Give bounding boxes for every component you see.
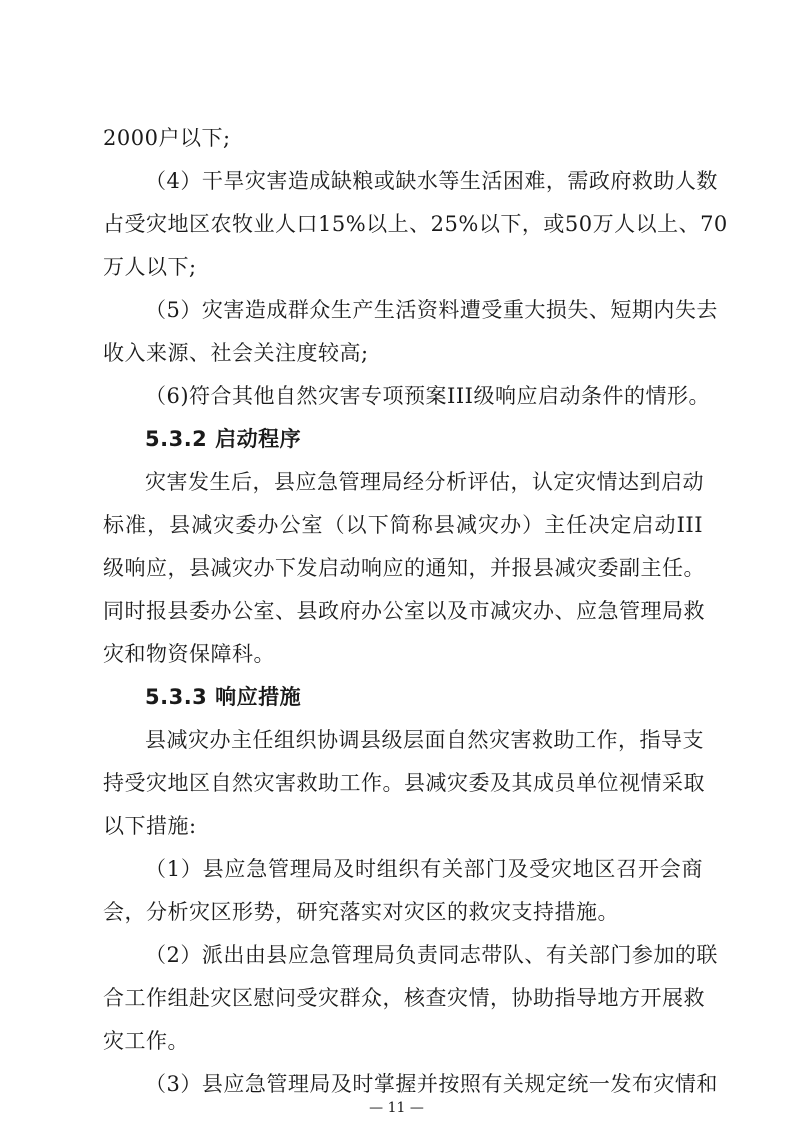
section-heading: 5.3.2 启动程序 [145, 427, 302, 451]
body-text-line: 灾和物资保障科。 [103, 642, 275, 666]
body-text-line: 灾害发生后，县应急管理局经分析评估，认定灾情达到启动 [145, 470, 704, 494]
body-text-line: 收入来源、社会关注度较高; [103, 341, 369, 365]
body-text-line: 县减灾办主任组织协调县级层面自然灾害救助工作，指导支 [145, 728, 704, 752]
section-heading: 5.3.3 响应措施 [145, 685, 302, 709]
body-text-line: 会，分析灾区形势，研究落实对灾区的救灾支持措施。 [103, 900, 619, 924]
body-text-line: 持受灾地区自然灾害救助工作。县减灾委及其成员单位视情采取 [103, 771, 705, 795]
body-text-line: 标准，县减灾委办公室（以下简称县减灾办）主任决定启动III [103, 513, 703, 537]
body-text-line: （5）灾害造成群众生产生活资料遭受重大损失、短期内失去 [145, 298, 718, 322]
body-text-line: （6)符合其他自然灾害专项预案III级响应启动条件的情形。 [145, 384, 710, 408]
body-text-line: 同时报县委办公室、县政府办公室以及市减灾办、应急管理局救 [103, 599, 705, 623]
body-text-line: 占受灾地区农牧业人口15%以上、25%以下，或50万人以上、70 [103, 212, 728, 236]
body-text-line: 合工作组赴灾区慰问受灾群众，核查灾情，协助指导地方开展救 [103, 986, 705, 1010]
body-text-line: 2000户以下; [103, 126, 231, 150]
body-text-line: 级响应，县减灾办下发启动响应的通知，并报县减灾委副主任。 [103, 556, 705, 580]
page-number: — 11 — [369, 1100, 424, 1116]
body-text-line: （4）干旱灾害造成缺粮或缺水等生活困难，需政府救助人数 [145, 169, 718, 193]
body-text-line: （3）县应急管理局及时掌握并按照有关规定统一发布灾情和 [145, 1072, 718, 1096]
body-text-line: 以下措施: [103, 814, 197, 838]
body-text-line: 万人以下; [103, 255, 197, 279]
body-text-line: 灾工作。 [103, 1029, 189, 1053]
body-text-line: （2）派出由县应急管理局负责同志带队、有关部门参加的联 [145, 943, 718, 967]
body-text-line: （1）县应急管理局及时组织有关部门及受灾地区召开会商 [145, 857, 703, 881]
